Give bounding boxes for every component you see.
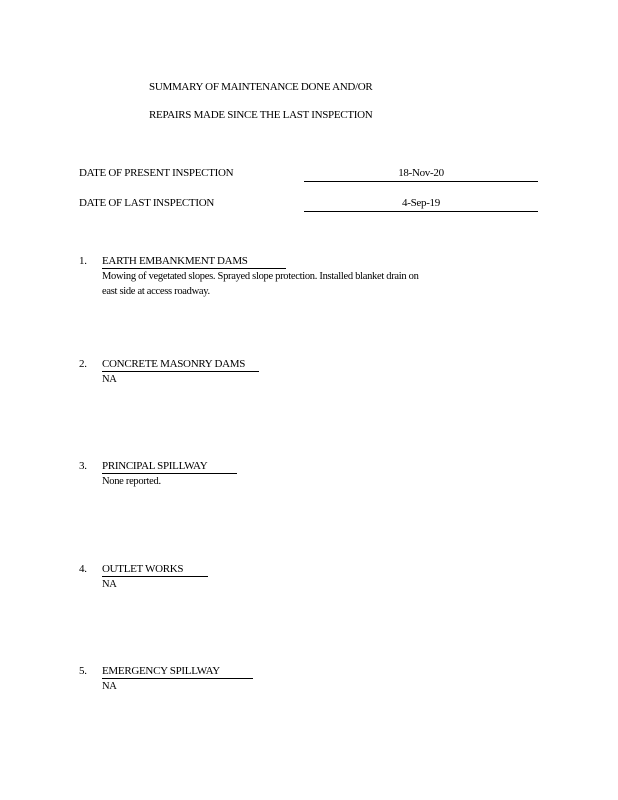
section-body: Mowing of vegetated slopes. Sprayed slope protection. Installed blanket drain on east side at access roadway.	[102, 271, 419, 297]
section-body: None reported.	[102, 476, 161, 487]
title-line-2: REPAIRS MADE SINCE THE LAST INSPECTION	[149, 109, 373, 121]
present-inspection-label: DATE OF PRESENT INSPECTION	[79, 167, 234, 179]
section-number: 4.	[79, 563, 87, 575]
section-heading: EARTH EMBANKMENT DAMS	[102, 255, 286, 269]
section-number: 2.	[79, 358, 87, 370]
section-number: 1.	[79, 255, 87, 267]
last-inspection-date: 4-Sep-19	[304, 197, 538, 212]
section-body: NA	[102, 374, 117, 385]
present-inspection-date: 18-Nov-20	[304, 167, 538, 182]
last-inspection-label: DATE OF LAST INSPECTION	[79, 197, 214, 209]
section-heading: EMERGENCY SPILLWAY	[102, 665, 253, 679]
section-body: NA	[102, 579, 117, 590]
section-heading: PRINCIPAL SPILLWAY	[102, 460, 237, 474]
section-body: NA	[102, 681, 117, 692]
section-number: 3.	[79, 460, 87, 472]
title-line-1: SUMMARY OF MAINTENANCE DONE AND/OR	[149, 81, 373, 93]
section-number: 5.	[79, 665, 87, 677]
section-heading: OUTLET WORKS	[102, 563, 208, 577]
section-heading: CONCRETE MASONRY DAMS	[102, 358, 259, 372]
